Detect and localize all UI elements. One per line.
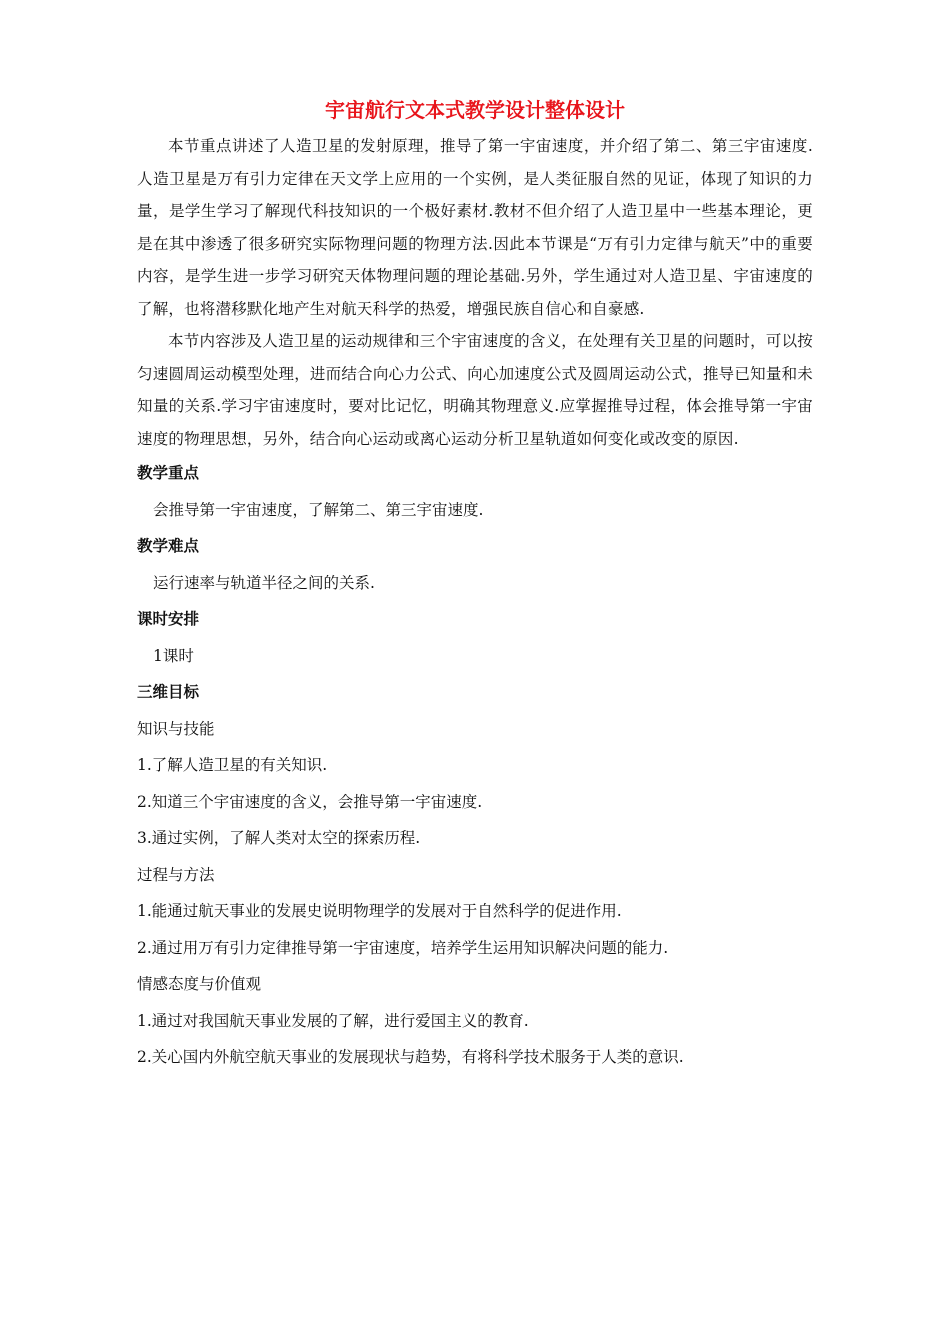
intro-paragraph-2: 本节内容涉及人造卫星的运动规律和三个宇宙速度的含义，在处理有关卫星的问题时，可以按匀速圆周运动模型处理，进而结合向心力公式、向心加速度公式及圆周运动公式，推导已知量和未知量的关系.学习宇宙速度时，要对比记忆，明确其物理意义.应掌握推导过程，体会推导第一宇宙速度的物理思想，另外，结合向心运动或离心运动分析卫星轨道如何变化或改变的原因.	[137, 332, 813, 448]
knowledge-label: 知识与技能	[137, 719, 215, 738]
emotion-item-1: 1.通过对我国航天事业发展的了解，进行爱国主义的教育.	[137, 1011, 529, 1030]
knowledge-item-3: 3.通过实例，了解人类对太空的探索历程.	[137, 829, 421, 847]
emotion-label: 情感态度与价值观	[137, 975, 262, 993]
process-item-2: 2.通过用万有引力定律推导第一宇宙速度，培养学生运用知识解决问题的能力.	[137, 938, 669, 957]
process-label: 过程与方法	[137, 865, 215, 884]
key-point-heading: 教学重点	[137, 463, 200, 482]
knowledge-item-1: 1.了解人造卫星的有关知识.	[137, 756, 328, 774]
document-title: 宇宙航行文本式教学设计整体设计	[325, 98, 625, 122]
goals-heading: 三维目标	[137, 682, 200, 701]
intro-paragraph-1: 本节重点讲述了人造卫星的发射原理，推导了第一宇宙速度，并介绍了第二、第三宇宙速度.人造卫星是万有引力定律在天文学上应用的一个实例，是人类征服自然的见证，体现了知识的力量，是学生学习了解现代科技知识的一个极好素材.教材不但介绍了人造卫星中一些基本理论，更是在其中渗透了很多研究实际物理问题的物理方法.因此本节课是“万有引力定律与航天”中的重要内容，是学生进一步学习研究天体物理问题的理论基础.另外，学生通过对人造卫星、宇宙速度的了解，也将潜移默化地产生对航天科学的热爱，增强民族自信心和自豪感.	[137, 137, 813, 318]
process-item-1: 1.能通过航天事业的发展史说明物理学的发展对于自然科学的促进作用.	[137, 902, 622, 920]
difficulty-heading: 教学难点	[137, 536, 200, 555]
knowledge-item-2: 2.知道三个宇宙速度的含义，会推导第一宇宙速度.	[137, 792, 483, 811]
schedule-heading: 课时安排	[137, 609, 200, 628]
emotion-item-2: 2.关心国内外航空航天事业的发展现状与趋势，有将科学技术服务于人类的意识.	[137, 1048, 684, 1066]
key-point-text: 会推导第一宇宙速度，了解第二、第三宇宙速度.	[153, 500, 484, 519]
schedule-text: 1课时	[153, 646, 194, 665]
difficulty-text: 运行速率与轨道半径之间的关系.	[153, 573, 375, 592]
document-page	[137, 96, 813, 1076]
